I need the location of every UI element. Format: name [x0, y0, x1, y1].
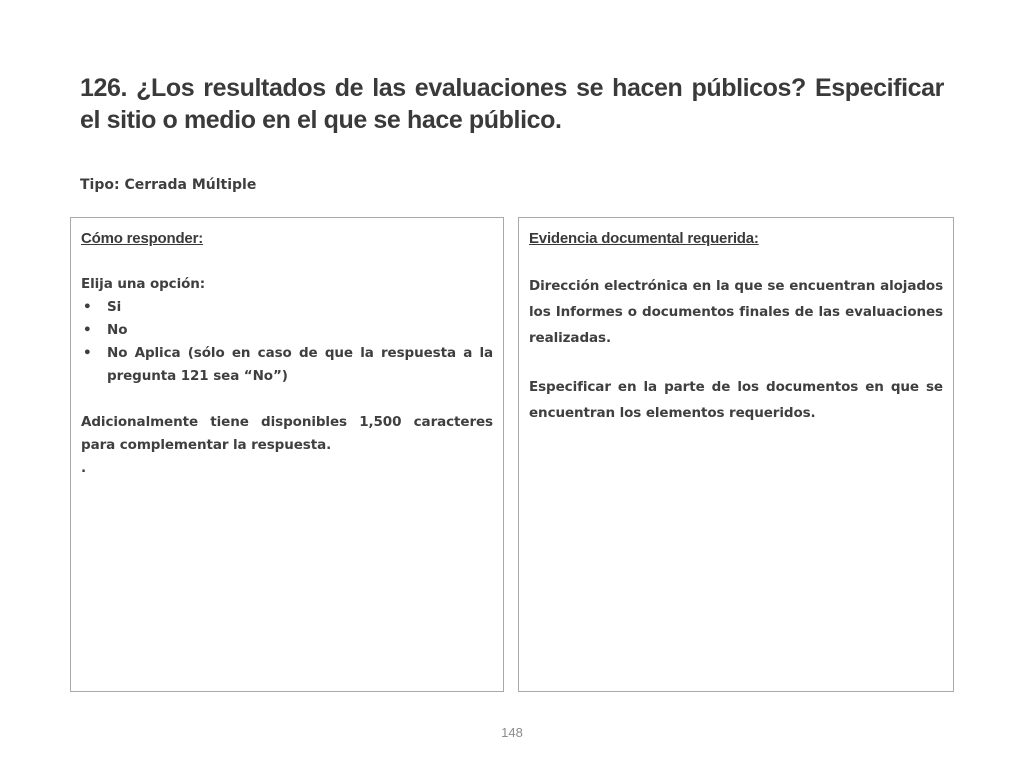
option-label: Si — [107, 299, 122, 315]
spacer — [81, 388, 493, 411]
evidence-paragraph-address: Dirección electrónica en la que se encuentran alojados los Informes o documentos finales de las evaluaciones realizadas. — [529, 278, 943, 346]
additional-characters-text: Adicionalmente tiene disponibles 1,500 caracteres para complementar la respuesta. — [81, 414, 493, 453]
spacer — [529, 351, 943, 374]
how-to-answer-heading: Cómo responder: — [81, 230, 204, 247]
trailing-period: . — [81, 460, 87, 476]
option-item-no — [81, 319, 493, 342]
option-item-no-aplica — [81, 342, 493, 388]
question-type-label: Tipo: Cerrada Múltiple — [80, 177, 257, 193]
bullet-icon: • — [83, 322, 92, 338]
bullet-icon: • — [83, 345, 92, 361]
option-label: No Aplica (sólo en caso de que la respuesta a la pregunta 121 sea “No”) — [107, 345, 493, 384]
options-list — [81, 296, 493, 388]
required-evidence-box — [518, 217, 954, 692]
slide-title: 126. ¿Los resultados de las evaluaciones se hacen públicos? Especificar el sitio o medio en el que se hace público. — [80, 74, 944, 134]
how-to-answer-box — [70, 217, 504, 692]
page-number: 148 — [501, 725, 523, 740]
option-label: No — [107, 322, 128, 338]
choose-option-text: Elija una opción: — [81, 276, 206, 292]
required-evidence-heading: Evidencia documental requerida: — [529, 230, 759, 247]
spacer — [529, 250, 943, 273]
spacer — [81, 250, 493, 273]
evidence-paragraph-specify: Especificar en la parte de los documentos en que se encuentran los elementos requeridos. — [529, 379, 943, 421]
option-item-si — [81, 296, 493, 319]
bullet-icon: • — [83, 299, 92, 315]
